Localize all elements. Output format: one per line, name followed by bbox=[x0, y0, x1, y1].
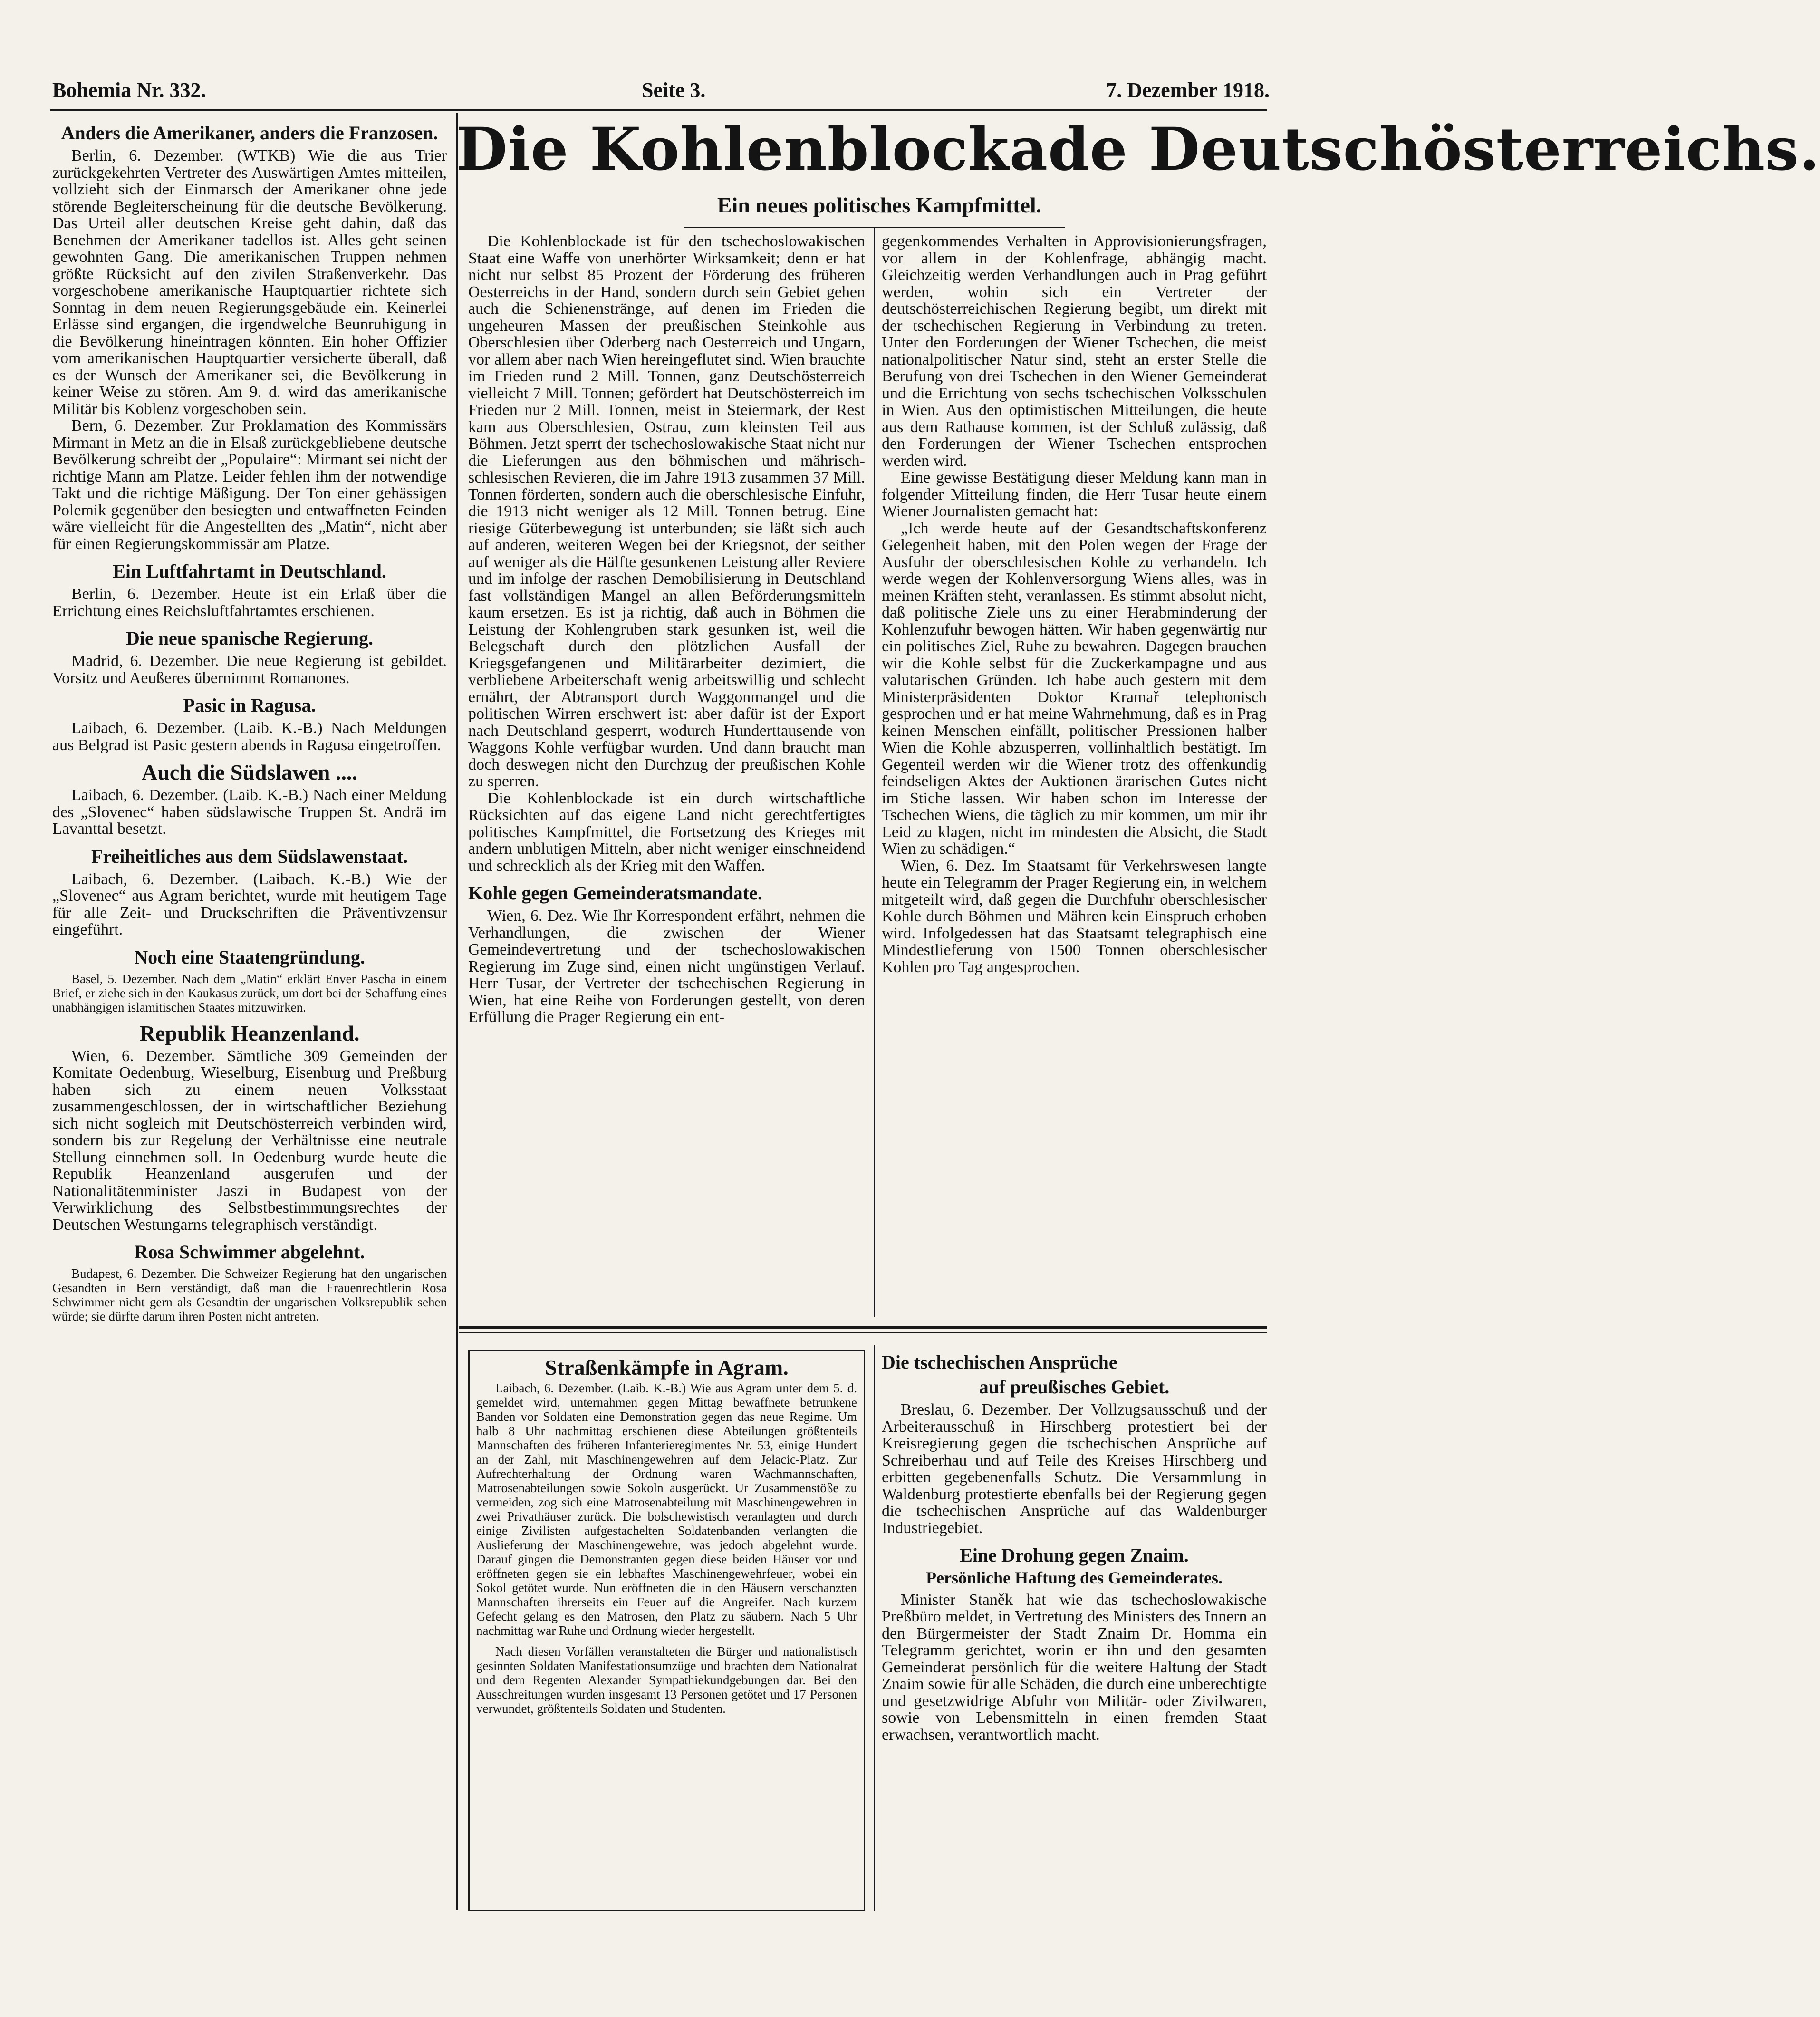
article-title: Freiheitliches aus dem Südslawenstaat. bbox=[91, 845, 408, 867]
article-paragraph: Bern, 6. Dezember. Zur Proklamation des Kommissärs Mirmant in Metz an die in Elsaß zurückgebliebene deutsche Bevölkerung schreibt der „Populaire“: Mirmant sei nicht der richtige Mann am Platze. Leider fehlen ihm der notwendige Takt und die richtige Mäßigung. Der Ton einer gehässigen Polemik gegenüber den besiegten und entwaffneten Feinden wäre vielleicht für die Angestellten des „Matin“, nicht aber für einen Regierungskommissär am Platze. bbox=[52, 417, 447, 553]
article-schwimmer bbox=[52, 1242, 447, 1323]
article-paragraph: Berlin, 6. Dezember. Heute ist ein Erlaß über die Errichtung eines Reichsluftfahrtamtes erschienen. bbox=[52, 585, 447, 620]
main-paragraph: Eine gewisse Bestätigung dieser Meldung kann man in folgender Mitteilung finden, die Herr Tusar heute einem Wiener Journalisten gemacht hat: bbox=[882, 469, 1267, 520]
column-divider-lower bbox=[874, 1345, 875, 1911]
main-paragraph: Die Kohlenblockade ist für den tschechoslowakischen Staat eine Waffe von unerhörter Wirksamkeit; denn er hat nicht nur selbst 85 Prozent der Förderung des früheren Oesterreichs in der Hand, sondern durch sein Gebiet gehen auch die Schienenstränge, auf denen im Frieden die ungeheuren Massen der preußischen Steinkohle aus Oberschlesien über Oderberg nach Oesterreich und Ungarn, vor allem aber nach Wien hereingeflutet sind. Wien brauchte im Frieden rund 2 Mill. Tonnen, ganz Deutschösterreich vielleicht 7 Mill. Tonnen; gefördert hat Deutschösterreich im Frieden nur 2 Mill. Tonnen, meist in Steiermark, der Rest kam aus Oberschlesien, Ostrau, zum kleinsten Teil aus Böhmen. Jetzt sperrt der tschechoslowakische Staat nicht nur die Lieferungen aus den böhmischen und mährisch-schlesischen Revieren, die im Jahre 1913 zusammen 37 Mill. Tonnen förderten, sondern auch die oberschlesische Einfuhr, die 1913 nicht weniger als 12 Mill. Tonnen betrug. Eine riesige Güterbewegung ist unterbunden; sie läßt sich auch auf anderen, weiteren Wegen bei der Kriegsnot, der seither auf weniger als die Hälfte gesunkenen Leistung aller Reviere und im infolge der raschen Demobilisierung in Deutschland fast vollständigen Mangel an allen Beförderungsmitteln kaum ersetzen. Es ist ja richtig, daß auch in Böhmen die Leistung der Kohlengruben stark gesunken ist, weil die Belegschaft durch den plötzlichen Ausfall der Kriegsgefangenen und Militärarbeiter dezimiert, die verbliebene Arbeiterschaft wenig arbeitswillig und schlecht ernährt, der Abtransport durch Waggonmangel und die politischen Wirren erschwert ist: aber dafür ist der Export nach Deutschland gesperrt, wodurch Hunderttausende von Waggons Kohle verfügbar wurden. Und dann braucht man doch deswegen nicht den Durchzug der preußischen Kohle zu sperren. bbox=[468, 232, 865, 790]
lower-right-column bbox=[882, 1350, 1267, 1911]
article-title: Pasic in Ragusa. bbox=[183, 695, 316, 716]
article-paragraph: Laibach, 6. Dezember. (Laibach. K.-B.) Wie der „Slovenec“ aus Agram berichtet, wurde mit heutigem Tage für alle Zeit- und Druckschriften die Präventivzensur eingeführt. bbox=[52, 870, 447, 938]
main-paragraph: Die Kohlenblockade ist ein durch wirtschaftliche Rücksichten auf das eigene Land nicht gerechtfertigtes politisches Kampfmittel, die Fortsetzung des Krieges mit andern unblutigen Mitteln, aber nicht weniger einschneidend und schrecklich als der Krieg mit den Waffen. bbox=[468, 789, 865, 875]
article-paragraph: Berlin, 6. Dezember. (WTKB) Wie die aus Trier zurückgekehrten Vertreter des Auswärtigen Amtes mitteilen, vollzieht sich der Einmarsch der Amerikaner ohne jede störende Begleiterscheinung für die deutsche Bevölkerung. Das Urteil aller deutschen Kreise geht dahin, daß das Benehmen der Amerikaner tadellos ist. Alles geht seinen gewohnten Gang. Die amerikanischen Truppen nehmen größte Rücksicht auf den zivilen Straßenverkehr. Das vorgeschobene amerikanische Hauptquartier richtete sich Sonntag in dem neuen Regierungsgebäude ein. Keinerlei Erlässe sind ergangen, die irgendwelche Beunruhigung in die Bevölkerung hineintragen könnten. Ein hoher Offizier vom amerikanischen Hauptquartier versicherte überall, daß es der Wunsch der Amerikaner sei, die Bevölkerung in keiner Weise zu stören. Am 9. d. wird das amerikanische Militär bis Koblenz vorgeschoben sein. bbox=[52, 147, 447, 418]
header-page-number: Seite 3. bbox=[642, 78, 706, 102]
main-column-right bbox=[882, 233, 1267, 1322]
main-paragraph: Wien, 6. Dez. Im Staatsamt für Verkehrswesen langte heute ein Telegramm der Prager Regierung ein, in welchem mitgeteilt wird, daß gegen die Durchfuhr oberschlesischer Kohle durch Böhmen und Mähren kein Einspruch erhoben wird. Infolgedessen hat das Staatsamt telegraphisch eine Mindestlieferung von 1500 Tonnen oberschlesischer Kohlen pro Tag angesprochen. bbox=[882, 857, 1267, 976]
article-title: Republik Heanzenland. bbox=[139, 1021, 360, 1045]
znaim-headline: Eine Drohung gegen Znaim. bbox=[960, 1544, 1189, 1566]
article-paragraph: Laibach, 6. Dezember. (Laib. K.-B.) Nach Meldungen aus Belgrad ist Pasic gestern abends in Ragusa eingetroffen. bbox=[52, 719, 447, 754]
main-headline: Die Kohlenblockade Deutschösterreichs. bbox=[456, 115, 1820, 184]
header-rule bbox=[50, 109, 1267, 111]
article-title: Noch eine Staatengründung. bbox=[134, 946, 365, 968]
article-title: Anders die Amerikaner, anders die Franzosen. bbox=[61, 122, 438, 144]
article-paragraph: Wien, 6. Dezember. Sämtliche 309 Gemeinden der Komitate Oedenburg, Wieselburg, Eisenburg und Preßburg haben sich zu einem neuen Volksstaat zusammengeschlossen, der in wirtschaftlicher Beziehung sich nicht sogleich mit Deutschösterreich verbinden wird, sondern bis zur Regelung der Verhältnisse eine neutrale Stellung einnehmen soll. In Oedenburg wurde heute die Republik Heanzenland ausgerufen und der Nationalitätenminister Jaszi in Budapest von der Verwirklichung des Selbstbestimmungsrechtes der Deutschen Westungarns telegraphisch verständigt. bbox=[52, 1047, 447, 1234]
article-paragraph: Madrid, 6. Dezember. Die neue Regierung ist gebildet. Vorsitz und Aeußeres übernimmt Romanones. bbox=[52, 652, 447, 687]
header-issue: Bohemia Nr. 332. bbox=[52, 78, 206, 102]
subtitle-rule bbox=[684, 227, 1065, 228]
znaim-paragraph: Minister Staněk hat wie das tschechoslowakische Preßbüro meldet, in Vertretung des Ministers des Innern an den Bürgermeister der Stadt Znaim Dr. Homma ein Telegramm gerichtet, worin er ihn und den gesamten Gemeinderat persönlich für die weitere Haltung der Stadt Znaim sowie für alle Schäden, die durch eine unberechtigte und gesetzwidrige Abfuhr von Militär- oder Zivilwaren, sowie von Lebensmitteln in einen fremden Staat erwachsen, verantwortlich macht. bbox=[882, 1591, 1267, 1744]
article-paragraph: Laibach, 6. Dezember. (Laib. K.-B.) Nach einer Meldung des „Slovenec“ haben südslawische Truppen St. Andrä im Lavanttal besetzt. bbox=[52, 786, 447, 838]
kohle-headline: Kohle gegen Gemeinderatsmandate. bbox=[468, 882, 762, 904]
preussisch-paragraph: Breslau, 6. Dezember. Der Vollzugsausschuß und der Arbeiterausschuß in Hirschberg protestiert bei der Kreisregierung gegen die tschechischen Ansprüche auf Schreiberhau und auf Teile des Kreises Hirschberg und erbitten gegebenenfalls Schutz. Die Versammlung in Waldenburg protestierte ebenfalls bei der Regierung gegen die tschechischen Ansprüche auf das Waldenburger Industriegebiet. bbox=[882, 1401, 1267, 1537]
header-date: 7. Dezember 1918. bbox=[1106, 78, 1270, 102]
article-paragraph: Budapest, 6. Dezember. Die Schweizer Regierung hat den ungarischen Gesandten in Bern verständigt, daß man die Frauenrechtlerin Rosa Schwimmer nicht gern als Gesandtin der ungarischen Volksrepublik sehen würde; sie dürfte darum ihren Posten nicht antreten. bbox=[52, 1266, 447, 1323]
article-freiheitliches bbox=[52, 846, 447, 938]
article-title: Ein Luftfahrtamt in Deutschland. bbox=[113, 560, 386, 582]
agram-paragraph: Nach diesen Vorfällen veranstalteten die Bürger und nationalistisch gesinnten Soldaten Manifestationsumzüge und brachten dem Nationalrat und dem Regenten Alexander Sympathiekundgebungen dar. Bei den Ausschreitungen wurden insgesamt 13 Personen getötet und 17 Personen verwundet, größtenteils Soldaten und Studenten. bbox=[476, 1644, 857, 1716]
section-rule bbox=[459, 1326, 1267, 1329]
page-header bbox=[0, 71, 1412, 109]
agram-paragraph: Laibach, 6. Dezember. (Laib. K.-B.) Wie aus Agram unter dem 5. d. gemeldet wird, unternahmen gegen Mittag bewaffnete betrunkene Banden vor Soldaten eine Demonstration gegen das neue Regime. Um halb 8 Uhr nachmittag erschienen diese Abteilungen größtenteils Mannschaften des früheren Infanterieregimentes Nr. 53, einige Hundert an der Zahl, mit Maschinengewehren auf dem Jelacic-Platz. Zur Aufrechterhaltung der Ordnung waren Wachmannschaften, Matrosenabteilungen sowie Sokoln ausgerückt. Ur Zusammenstöße zu vermeiden, zog sich eine Matrosenabteilung mit Maschinengewehren in zwei Privathäuser zurück. Die bolschewistisch veranlagten und durch einige Zivilisten aufgestachelten Soldatenbanden verlangten die Auslieferung der Maschinengewehre, was jedoch abgelehnt wurde. Darauf gingen die Demonstranten gegen diese beiden Häuser vor und eröffneten gegen sie ein lebhaftes Maschinengewehrfeuer, wobei ein Sokol getötet wurde. Nun eröffneten die in den Häusern verschanzten Mannschaften ihrerseits ein Feuer auf die Angreifer. Nach kurzem Gefecht gelang es den Matrosen, den Platz zu säubern. Nach 5 Uhr nachmittag war Ruhe und Ordnung wieder hergestellt. bbox=[476, 1380, 857, 1638]
section-rule-thin bbox=[459, 1332, 1267, 1333]
article-suedslawen bbox=[52, 762, 447, 838]
preussisch-headline-1: Die tschechischen Ansprüche bbox=[882, 1351, 1117, 1373]
main-subheadline: Ein neues politisches Kampfmittel. bbox=[717, 193, 1042, 217]
article-amerikaner bbox=[52, 123, 447, 552]
kohle-paragraph: Wien, 6. Dez. Wie Ihr Korrespondent erfährt, nehmen die Verhandlungen, die zwischen der Wiener Gemeindevertretung und der tschechoslowakischen Regierung im Zuge sind, einen nicht ungünstigen Verlauf. Herr Tusar, der Vertreter der tschechischen Regierung in Wien, hat eine Reihe von Forderungen gestellt, von deren Erfüllung die Prager Regierung ein ent- bbox=[468, 907, 865, 1026]
article-title: Auch die Südslawen .... bbox=[142, 760, 357, 784]
article-staatengruendung bbox=[52, 947, 447, 1014]
znaim-subheadline: Persönliche Haftung des Gemeinderates. bbox=[926, 1568, 1223, 1587]
article-paragraph: Basel, 5. Dezember. Nach dem „Matin“ erklärt Enver Pascha in einem Brief, er ziehe sich in den Kaukasus zurück, um dort bei der Schaffung eines unabhängigen islamitischen Staates mitzuwirken. bbox=[52, 971, 447, 1014]
agram-headline: Straßenkämpfe in Agram. bbox=[545, 1355, 789, 1380]
column-divider-main-lower bbox=[874, 228, 875, 1317]
main-paragraph: gegenkommendes Verhalten in Approvisionierungsfragen, vor allem in der Kohlenfrage, abhängig macht. Gleichzeitig werden Verhandlungen auch in Prag geführt werden, wohin sich ein Vertreter der deutschösterreichischen Regierung begibt, um direkt mit der tschechischen Regierung in Verbindung zu treten. Unter den Forderungen der Wiener Tschechen, die meist nationalpolitischer Natur sind, steht an erster Stelle die Berufung von drei Tschechen in den Wiener Gemeinderat und die Errichtung von sechs tschechischen Volksschulen in Wien. Aus den optimistischen Mitteilungen, die heute aus dem Rathause kommen, ist der Schluß zulässig, daß den Forderungen der Wiener Tschechen entsprochen werden wird. bbox=[882, 232, 1267, 470]
main-column-left bbox=[468, 233, 865, 1322]
article-spanische-regierung bbox=[52, 628, 447, 686]
left-column bbox=[52, 114, 447, 1916]
article-luftfahrtamt bbox=[52, 561, 447, 619]
column-divider-left bbox=[456, 113, 458, 1910]
article-heanzenland bbox=[52, 1023, 447, 1234]
quote-paragraph: „Ich werde heute auf der Gesandtschaftskonferenz Gelegenheit haben, mit den Polen wegen der Frage der Ausfuhr der oberschlesischen Kohle zu verhandeln. Ich werde wegen der Kohlenversorgung Wiens alles, was in meinen Kräften steht, veranlassen. Es stimmt absolut nicht, daß politische Ziele uns zu einer Herabminderung der Kohlenzufuhr bewogen hätten. Wir haben gegenwärtig nur ein politisches Ziel, Ruhe zu bewahren. Dagegen brauchen wir die Kohle selbst für die Zuckerkampagne und aus valutarischen Gründen. Ich habe auch gestern mit dem Ministerpräsidenten Doktor Kramař telephonisch gesprochen und er hat meine Wahrnehmung, daß es in Prag keinen Menschen einfällt, politischer Pressionen halber Wien die Kohle abzusperren, vollinhaltlich bestätigt. Im Gegenteil werden wir die Wiener trotz des offenkundig feindseligen Aktes der Auktionen ärarischen Gutes nicht im Stiche lassen. Wir haben schon im Interesse der Tschechen Wiens, die täglich zu mir kommen, um mir ihr Leid zu klagen, nicht im mindesten die Absicht, die Stadt Wien zu schädigen.“ bbox=[882, 519, 1267, 858]
preussisch-headline-2: auf preußisches Gebiet. bbox=[979, 1376, 1170, 1398]
article-pasic bbox=[52, 695, 447, 753]
agram-box bbox=[468, 1350, 865, 1911]
article-title: Rosa Schwimmer abgelehnt. bbox=[134, 1241, 365, 1263]
article-title: Die neue spanische Regierung. bbox=[126, 627, 373, 649]
